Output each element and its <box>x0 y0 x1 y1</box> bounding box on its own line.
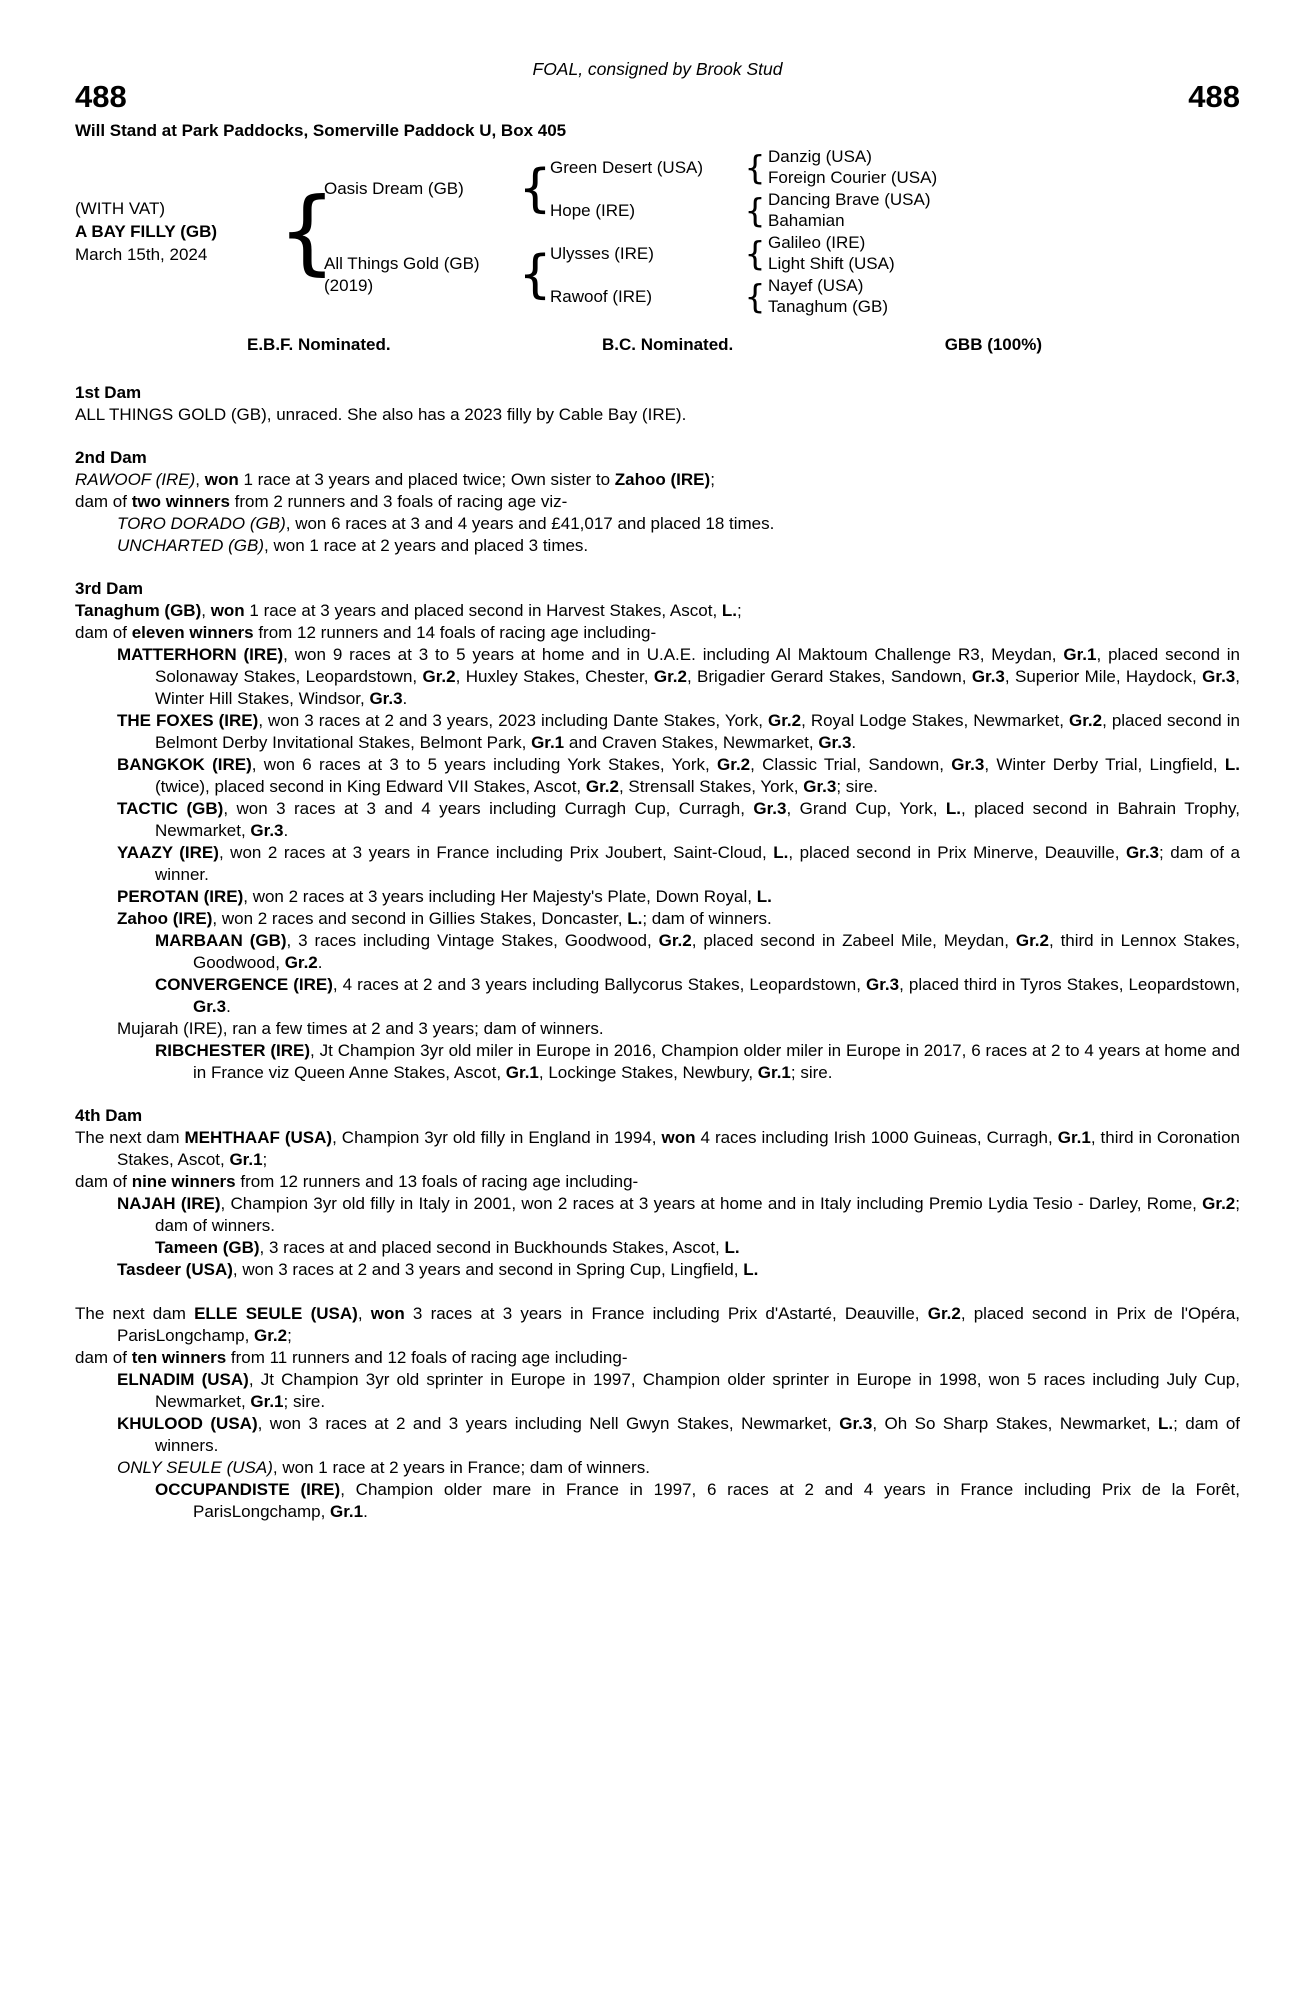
dam2-produce-summary: dam of two winners from 2 runners and 3 foals of racing age viz- <box>75 492 568 511</box>
gg-name-3: Dancing Brave (USA) <box>768 189 931 209</box>
section-heading-2nd-dam: 2nd Dam <box>75 448 147 467</box>
brace-generation-1: { <box>277 177 337 285</box>
stand-location: Will Stand at Park Paddocks, Somerville Paddock U, Box 405 <box>75 121 567 140</box>
dam-dam-name: Rawoof (IRE) <box>550 286 653 306</box>
gbb-nomination: GBB (100%) <box>944 335 1042 354</box>
sire-name: Oasis Dream (GB) <box>324 179 464 198</box>
section-heading-3rd-dam: 3rd Dam <box>75 579 144 598</box>
entry-mujarah: Mujarah (IRE), ran a few times at 2 and 3 years; dam of winners. <box>117 1019 604 1038</box>
brace-gg-1: { <box>744 147 766 187</box>
gg-name-8: Tanaghum (GB) <box>768 297 888 317</box>
brace-gg-3: { <box>744 233 766 273</box>
gg-name-4: Bahamian <box>768 211 845 231</box>
dam-name-line2: (2019) <box>324 276 374 295</box>
sire-sire-name: Green Desert (USA) <box>550 157 704 177</box>
entry-rawoof: RAWOOF (IRE), won 1 race at 3 years and placed twice; Own sister to Zahoo (IRE); <box>75 470 715 489</box>
bc-nomination: B.C. Nominated. <box>601 335 734 354</box>
lot-number-left: 488 <box>75 79 127 114</box>
section-heading-1st-dam: 1st Dam <box>75 383 142 402</box>
entry-tasdeer: Tasdeer (USA), won 3 races at 2 and 3 years and second in Spring Cup, Lingfield, L. <box>117 1260 759 1279</box>
ebf-nomination: E.B.F. Nominated. <box>247 335 391 354</box>
entry-elle-seule: The next dam ELLE SEULE (USA), won 3 races at 3 years in France including Prix d'Astarté, Deauville, Gr.2, placed second in Prix de l'Opéra, ParisLongchamp, Gr.2; <box>75 1304 1241 1345</box>
entry-matterhorn: MATTERHORN (IRE), won 9 races at 3 to 5 years at home and in U.A.E. including Al Maktoum Challenge R3, Meydan, Gr.1, placed second in Solonaway Stakes, Leopardstown, Gr.2, Huxley Stakes, Chester, Gr.2, Brigadier Gerard Stakes, Sandown, Gr.3, Superior Mile, Haydock, Gr.3, Winter Hill Stakes, Windsor, Gr.3. <box>117 645 1241 708</box>
entry-khulood: KHULOOD (USA), won 3 races at 2 and 3 years including Nell Gwyn Stakes, Newmarket, Gr.3, Oh So Sharp Stakes, Newmarket, L.; dam of winners. <box>117 1414 1240 1455</box>
entry-uncharted: UNCHARTED (GB), won 1 race at 2 years and placed 3 times. <box>117 536 589 555</box>
entry-occupandiste: OCCUPANDISTE (IRE), Champion older mare in France in 1997, 6 races at 2 and 4 years in France including Prix de la Forêt, ParisLongchamp, Gr.1. <box>155 1480 1241 1521</box>
entry-najah: NAJAH (IRE), Champion 3yr old filly in Italy in 2001, won 2 races at 3 years at home and in Italy including Premio Lydia Tesio - Darley, Rome, Gr.2; dam of winners. <box>117 1194 1240 1235</box>
entry-toro-dorado: TORO DORADO (GB), won 6 races at 3 and 4 years and £41,017 and placed 18 times. <box>117 514 775 533</box>
pedigree-text <box>75 382 1240 1523</box>
entry-bangkok: BANGKOK (IRE), won 6 races at 3 to 5 years including York Stakes, York, Gr.2, Classic Trial, Sandown, Gr.3, Winter Derby Trial, Lingfield, L. (twice), placed second in King Edward VII Stakes, Ascot, Gr.2, Strensall Stakes, York, Gr.3; sire. <box>117 755 1240 796</box>
filly-details <box>75 146 290 318</box>
entry-marbaan: MARBAAN (GB), 3 races including Vintage Stakes, Goodwood, Gr.2, placed second in Zabeel Mile, Meydan, Gr.2, third in Lennox Stakes, Goodwood, Gr.2. <box>155 931 1240 972</box>
brace-dam-parents: { <box>518 244 552 305</box>
entry-yaazy: YAAZY (IRE), won 2 races at 3 years in France including Prix Joubert, Saint-Cloud, L., placed second in Prix Minerve, Deauville, Gr.3; dam of a winner. <box>117 843 1240 884</box>
entry-only-seule: ONLY SEULE (USA), won 1 race at 2 years in France; dam of winners. <box>117 1458 650 1477</box>
entry-mehthaaf: The next dam MEHTHAAF (USA), Champion 3yr old filly in England in 1994, won 4 races including Irish 1000 Guineas, Curragh, Gr.1, third in Coronation Stakes, Ascot, Gr.1; <box>75 1128 1240 1169</box>
lot-number-row <box>75 79 1240 114</box>
nominations-row <box>247 334 1042 356</box>
sire-dam-name: Hope (IRE) <box>550 200 636 220</box>
entry-all-things-gold: ALL THINGS GOLD (GB), unraced. She also has a 2023 filly by Cable Bay (IRE). <box>75 405 687 424</box>
entry-zahoo: Zahoo (IRE), won 2 races and second in Gillies Stakes, Doncaster, L.; dam of winners. <box>117 909 772 928</box>
with-vat-label: (WITH VAT) <box>75 199 166 218</box>
entry-tanaghum: Tanaghum (GB), won 1 race at 3 years and placed second in Harvest Stakes, Ascot, L.; <box>75 601 742 620</box>
consignor-line: FOAL, consigned by Brook Stud <box>532 59 783 79</box>
lot-number-right: 488 <box>1188 79 1240 114</box>
filly-name: A BAY FILLY (GB) <box>75 222 218 241</box>
brace-gg-4: { <box>744 276 766 316</box>
dam-name-line1: All Things Gold (GB) <box>324 254 480 273</box>
entry-perotan: PEROTAN (IRE), won 2 races at 3 years including Her Majesty's Plate, Down Royal, L. <box>117 887 772 906</box>
dam3-produce-summary: dam of eleven winners from 12 runners and 14 foals of racing age including- <box>75 623 657 642</box>
gg-name-7: Nayef (USA) <box>768 275 864 295</box>
gg-name-6: Light Shift (USA) <box>768 254 895 274</box>
gg-name-1: Danzig (USA) <box>768 146 872 166</box>
brace-sire-parents: { <box>518 158 552 219</box>
gg-name-2: Foreign Courier (USA) <box>768 168 938 188</box>
entry-convergence: CONVERGENCE (IRE), 4 races at 2 and 3 years including Ballycorus Stakes, Leopardstown, Gr.3, placed third in Tyros Stakes, Leopardstown, Gr.3. <box>155 975 1240 1016</box>
entry-tameen: Tameen (GB), 3 races at and placed second in Buckhounds Stakes, Ascot, L. <box>155 1238 740 1257</box>
dam-name <box>324 232 520 318</box>
section-heading-4th-dam: 4th Dam <box>75 1106 143 1125</box>
gg-name-5: Galileo (IRE) <box>768 232 866 252</box>
dam-sire-name: Ulysses (IRE) <box>550 243 654 263</box>
foaling-date: March 15th, 2024 <box>75 245 208 264</box>
entry-tactic: TACTIC (GB), won 3 races at 3 and 4 years including Curragh Cup, Curragh, Gr.3, Grand Cup, York, L., placed second in Bahrain Trophy, Newmarket, Gr.3. <box>117 799 1240 840</box>
entry-the-foxes: THE FOXES (IRE), won 3 races at 2 and 3 years, 2023 including Dante Stakes, York, Gr.2, Royal Lodge Stakes, Newmarket, Gr.2, placed second in Belmont Derby Invitational Stakes, Belmont Park, Gr.1 and Craven Stakes, Newmarket, Gr.3. <box>117 711 1241 752</box>
entry-elnadim: ELNADIM (USA), Jt Champion 3yr old sprinter in Europe in 1997, Champion older sprinter in Europe in 1998, won 5 races including July Cup, Newmarket, Gr.1; sire. <box>117 1370 1240 1411</box>
dam5-produce-summary: dam of ten winners from 11 runners and 12 foals of racing age including- <box>75 1348 628 1367</box>
pedigree-tree <box>75 146 1240 318</box>
dam4-produce-summary: dam of nine winners from 12 runners and 13 foals of racing age including- <box>75 1172 639 1191</box>
brace-gg-2: { <box>744 190 766 230</box>
entry-ribchester: RIBCHESTER (IRE), Jt Champion 3yr old miler in Europe in 2016, Champion older miler in Europe in 2017, 6 races at 2 to 4 years at home and in France viz Queen Anne Stakes, Ascot, Gr.1, Lockinge Stakes, Newbury, Gr.1; sire. <box>155 1041 1240 1082</box>
